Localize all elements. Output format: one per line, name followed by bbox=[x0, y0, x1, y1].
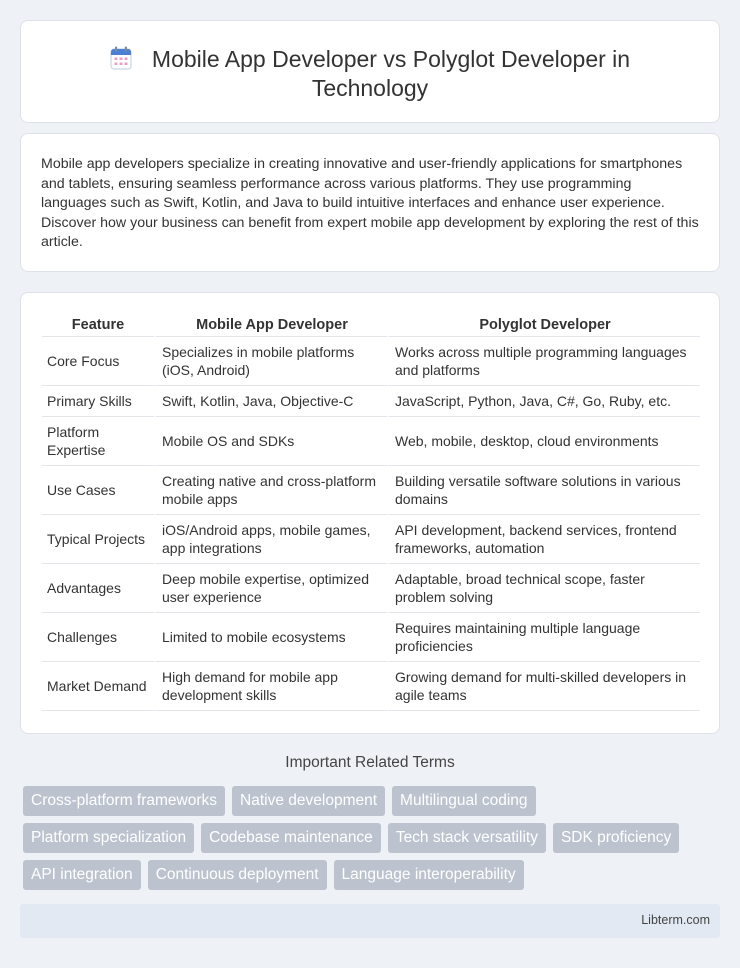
tag-row bbox=[23, 860, 723, 890]
table-row bbox=[42, 386, 700, 417]
intro-card bbox=[20, 133, 720, 272]
mobile-cell: High demand for mobile app development skills bbox=[154, 662, 387, 711]
tag-tech-stack-versatility[interactable]: Tech stack versatility bbox=[388, 823, 546, 853]
polyglot-cell: JavaScript, Python, Java, C#, Go, Ruby, etc. bbox=[387, 386, 700, 417]
tag-platform-specialization[interactable]: Platform specialization bbox=[23, 823, 194, 853]
polyglot-cell: Growing demand for multi-skilled developers in agile teams bbox=[387, 662, 700, 711]
table-header-row bbox=[42, 314, 700, 337]
tag-language-interoperability[interactable]: Language interoperability bbox=[334, 860, 524, 890]
title-line-1: Mobile App Developer vs Polyglot Developer in bbox=[151, 46, 631, 72]
polyglot-cell: Works across multiple programming languages and platforms bbox=[387, 337, 700, 386]
table-row bbox=[42, 466, 700, 515]
mobile-cell: iOS/Android apps, mobile games, app integrations bbox=[154, 515, 387, 564]
related-terms-list bbox=[23, 786, 723, 897]
polyglot-cell: API development, backend services, frontend frameworks, automation bbox=[387, 515, 700, 564]
table-row bbox=[42, 564, 700, 613]
feature-cell: Typical Projects bbox=[42, 515, 154, 564]
feature-cell: Challenges bbox=[42, 613, 154, 662]
table-row bbox=[42, 515, 700, 564]
header-feature: Feature bbox=[42, 314, 154, 337]
polyglot-cell: Web, mobile, desktop, cloud environments bbox=[387, 417, 700, 466]
comparison-card bbox=[20, 292, 720, 734]
mobile-cell: Specializes in mobile platforms (iOS, Android) bbox=[154, 337, 387, 386]
table-row bbox=[42, 662, 700, 711]
comparison-table bbox=[42, 314, 700, 711]
table-row bbox=[42, 417, 700, 466]
polyglot-cell: Requires maintaining multiple language proficiencies bbox=[387, 613, 700, 662]
tag-row bbox=[23, 823, 723, 853]
feature-cell: Platform Expertise bbox=[42, 417, 154, 466]
calendar-icon bbox=[110, 46, 132, 70]
table-row bbox=[42, 613, 700, 662]
tag-cross-platform-frameworks[interactable]: Cross-platform frameworks bbox=[23, 786, 225, 816]
mobile-cell: Deep mobile expertise, optimized user experience bbox=[154, 564, 387, 613]
feature-cell: Use Cases bbox=[42, 466, 154, 515]
tag-sdk-proficiency[interactable]: SDK proficiency bbox=[553, 823, 679, 853]
tag-row bbox=[23, 786, 723, 816]
mobile-cell: Swift, Kotlin, Java, Objective-C bbox=[154, 386, 387, 417]
tag-native-development[interactable]: Native development bbox=[232, 786, 385, 816]
mobile-cell: Mobile OS and SDKs bbox=[154, 417, 387, 466]
mobile-cell: Limited to mobile ecosystems bbox=[154, 613, 387, 662]
footer bbox=[20, 904, 720, 938]
polyglot-cell: Adaptable, broad technical scope, faster problem solving bbox=[387, 564, 700, 613]
related-terms-heading: Important Related Terms bbox=[285, 754, 455, 771]
feature-cell: Core Focus bbox=[42, 337, 154, 386]
feature-cell: Advantages bbox=[42, 564, 154, 613]
tag-codebase-maintenance[interactable]: Codebase maintenance bbox=[201, 823, 381, 853]
intro-paragraph: Mobile app developers specialize in creating innovative and user-friendly applications for smartphones and tablets, ensuring seamless performance across various platforms. They use programming languages such as Swift, Kotlin, and Java to build intuitive interfaces and enhance user experience. Discover how your business can benefit from expert mobile app development by exploring the rest of this article. bbox=[41, 156, 699, 250]
header-mobile-app-developer: Mobile App Developer bbox=[154, 314, 387, 337]
mobile-cell: Creating native and cross-platform mobile apps bbox=[154, 466, 387, 515]
tag-api-integration[interactable]: API integration bbox=[23, 860, 141, 890]
feature-cell: Primary Skills bbox=[42, 386, 154, 417]
tag-multilingual-coding[interactable]: Multilingual coding bbox=[392, 786, 536, 816]
tag-continuous-deployment[interactable]: Continuous deployment bbox=[148, 860, 327, 890]
header-polyglot-developer: Polyglot Developer bbox=[387, 314, 700, 337]
table-row bbox=[42, 337, 700, 386]
footer-site-link[interactable]: Libterm.com bbox=[641, 913, 710, 927]
polyglot-cell: Building versatile software solutions in various domains bbox=[387, 466, 700, 515]
page-title bbox=[21, 45, 719, 103]
title-card bbox=[20, 20, 720, 123]
feature-cell: Market Demand bbox=[42, 662, 154, 711]
title-line-2: Technology bbox=[311, 75, 429, 101]
